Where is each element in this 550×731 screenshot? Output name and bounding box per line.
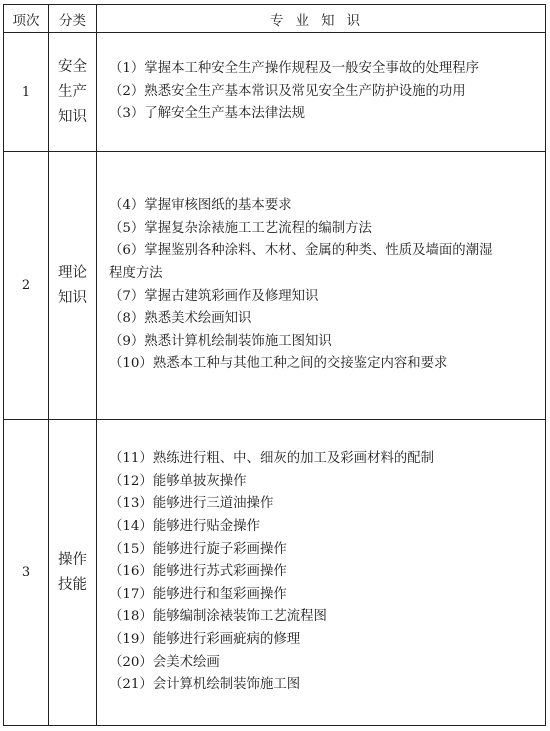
row-knowledge: [97, 420, 546, 726]
category-line: 操作: [58, 551, 87, 568]
row-num: 1: [4, 33, 49, 152]
category-line: 生产: [58, 83, 87, 100]
table-header-row: [4, 5, 546, 33]
category-line: 知识: [58, 108, 87, 125]
knowledge-item: （21）会计算机绘制装饰施工图: [109, 677, 301, 693]
knowledge-item: （8）熟悉美术绘画知识: [109, 311, 252, 327]
row-knowledge: [97, 152, 546, 420]
knowledge-item: （16）能够进行苏式彩画操作: [109, 564, 287, 580]
knowledge-item: （5）掌握复杂涂裱施工工艺流程的编制方法: [109, 220, 372, 236]
knowledge-item: （1）掌握本工种安全生产操作规程及一般安全事故的处理程序: [109, 61, 480, 77]
header-category: 分类: [49, 5, 97, 33]
knowledge-item: （11）熟练进行粗、中、细灰的加工及彩画材料的配制: [109, 451, 435, 467]
knowledge-item: （12）能够单披灰操作: [109, 473, 247, 489]
row-category: [49, 420, 97, 726]
header-num: 项次: [4, 5, 49, 33]
knowledge-item: （4）掌握审核图纸的基本要求: [109, 198, 292, 214]
knowledge-item: （14）能够进行贴金操作: [109, 519, 260, 535]
header-knowledge: 专业知识: [97, 5, 546, 33]
knowledge-item: （7）掌握古建筑彩画作及修理知识: [109, 288, 319, 304]
knowledge-item: （3）了解安全生产基本法律法规: [109, 106, 305, 122]
knowledge-item: （18）能够编制涂裱装饰工艺流程图: [109, 609, 327, 625]
knowledge-table: [3, 4, 546, 726]
category-line: 知识: [58, 289, 87, 306]
knowledge-item: （20）会美术绘画: [109, 654, 220, 670]
row-knowledge: [97, 33, 546, 152]
row-num: 3: [4, 420, 49, 726]
knowledge-item: （17）能够进行和玺彩画操作: [109, 586, 287, 602]
category-line: 理论: [58, 264, 87, 281]
knowledge-item: （6）掌握鉴别各种涂料、木材、金属的种类、性质及墙面的潮湿: [109, 243, 493, 259]
table-row: [4, 33, 546, 152]
knowledge-item: （19）能够进行彩画疵病的修理: [109, 631, 301, 647]
row-num: 2: [4, 152, 49, 420]
knowledge-item: （9）熟悉计算机绘制装饰施工图知识: [109, 333, 332, 349]
table-row: [4, 420, 546, 726]
knowledge-item-continuation: 程度方法: [109, 265, 163, 281]
knowledge-item: （15）能够进行旋子彩画操作: [109, 541, 287, 557]
knowledge-item: （10）熟悉本工种与其他工种之间的交接鉴定内容和要求: [109, 356, 448, 372]
row-category: [49, 152, 97, 420]
table-row: [4, 152, 546, 420]
knowledge-item: （13）能够进行三道油操作: [109, 496, 274, 512]
row-category: [49, 33, 97, 152]
category-line: 技能: [58, 576, 87, 593]
category-line: 安全: [58, 58, 87, 75]
knowledge-item: （2）熟悉安全生产基本常识及常见安全生产防护设施的功用: [109, 83, 466, 99]
